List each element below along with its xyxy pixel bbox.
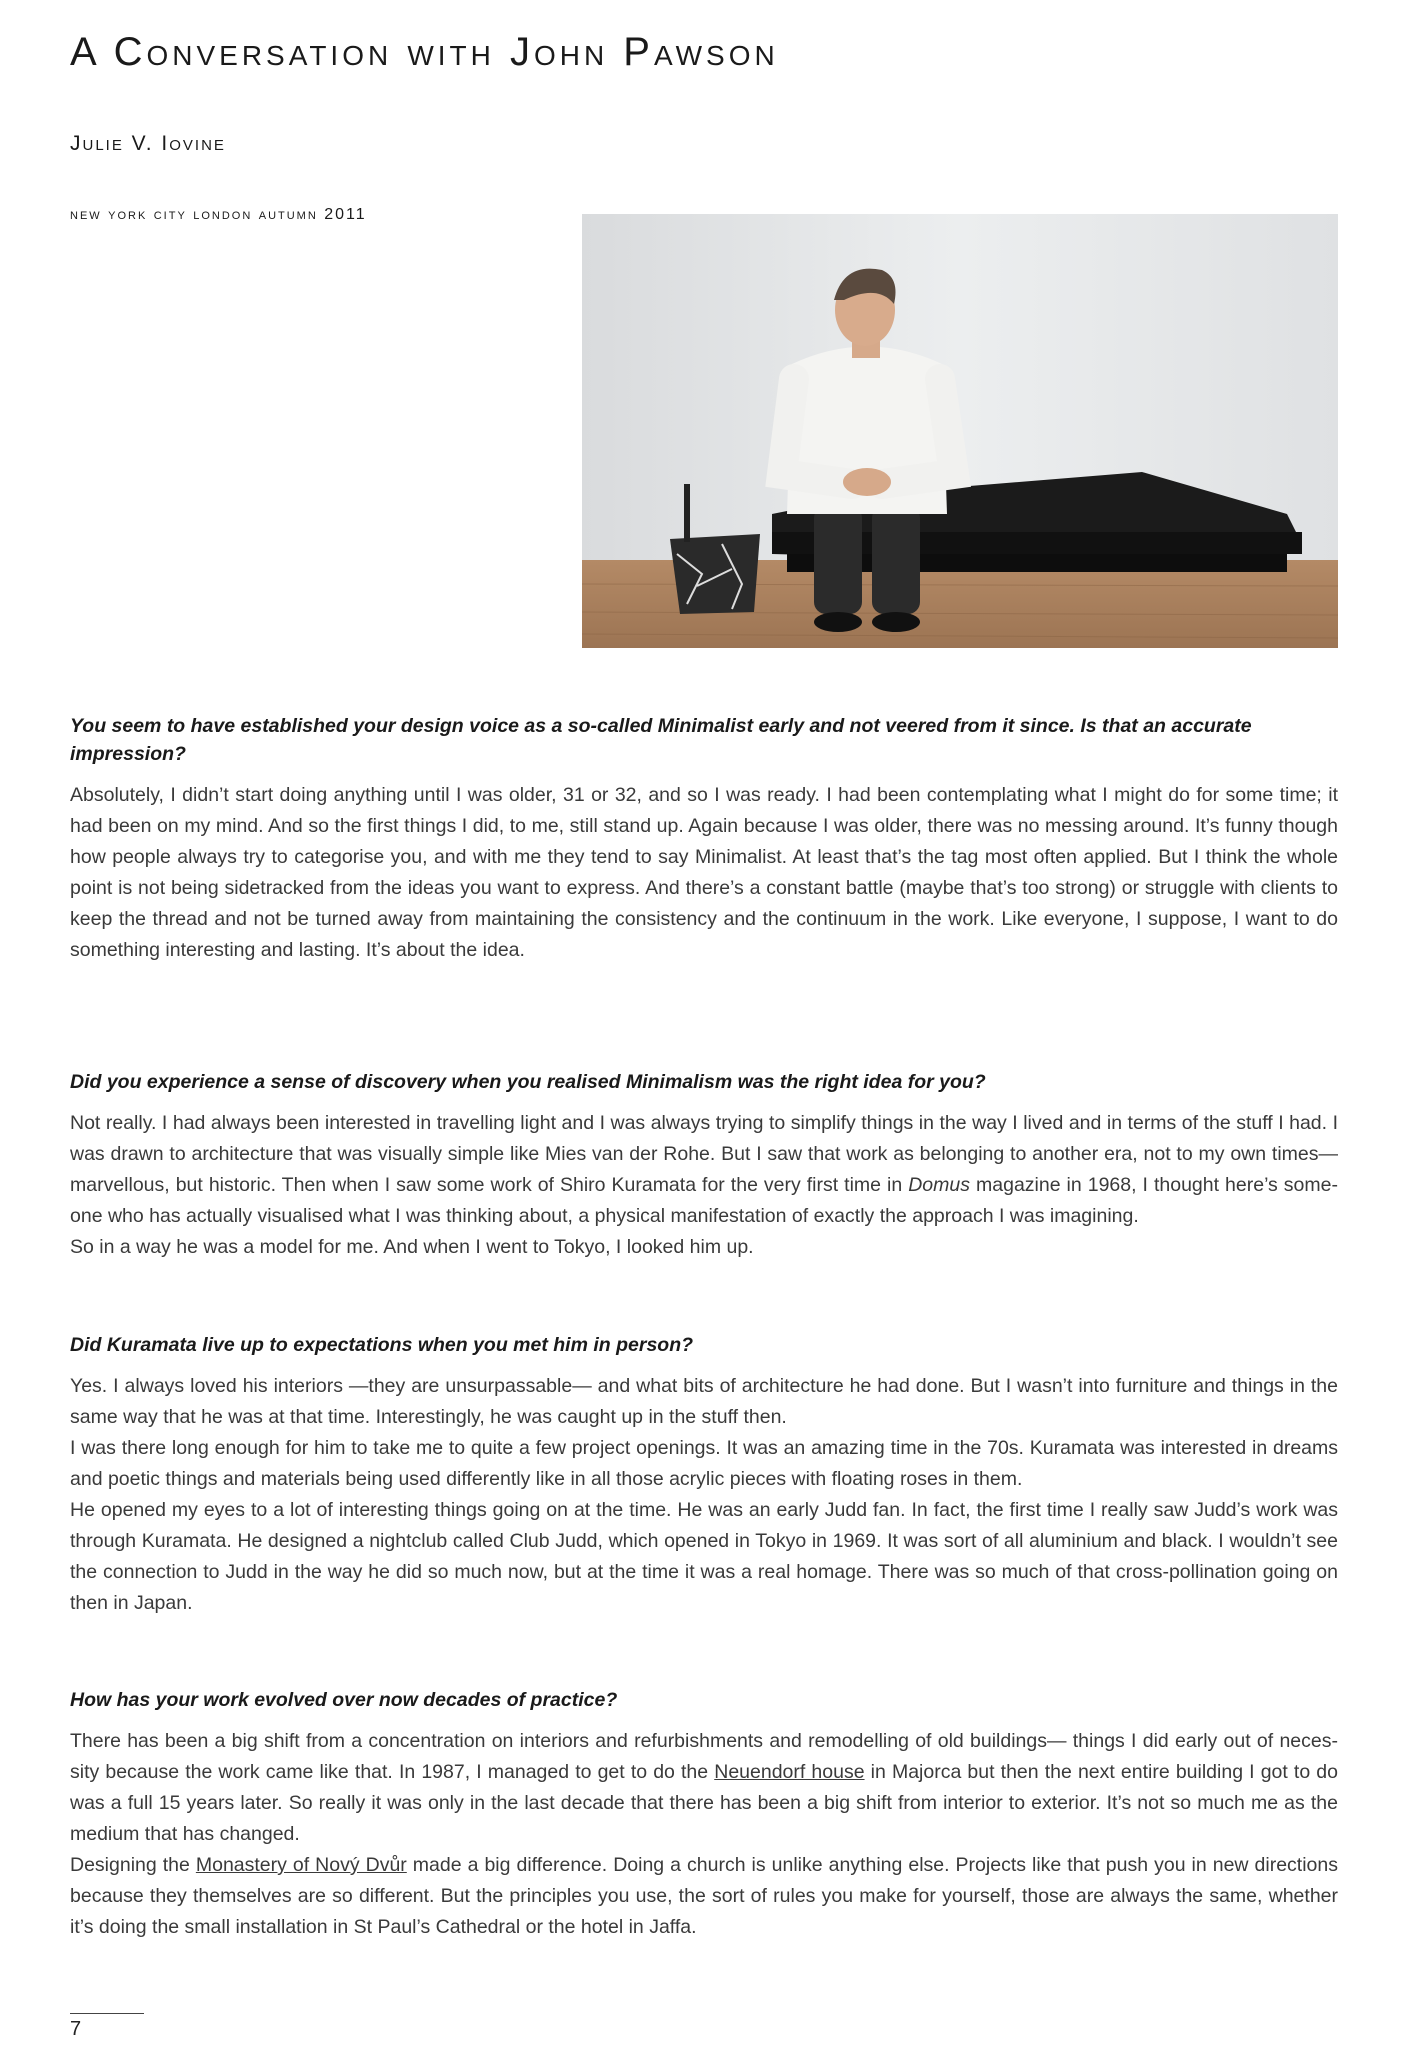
question-3: Did Kuramata live up to expectations when you met him in person? [70,1334,694,1356]
dateline: new york city london autumn 2011 [70,206,367,223]
author-name: Julie V. Iovine [70,132,226,155]
answer-4-p2: Designing the Monastery of Nový Dvůr made a big difference. Doing a church is unlike anything else. Projects like that push you in new directions because they themselves are so different. But the principles you use, the sort of rules you make for yourself, those are always the same, whether it’s doing the small installation in St Paul’s Cathedral or the hotel in Jaffa. [70,1854,1338,1938]
answer-2: Not really. I had always been interested in travelling light and I was always trying to simplify things in the way I lived and in terms of the stuff I had. I was drawn to architecture that was visually simple like Mies van der Rohe. But I saw that work as belonging to another era, not to my own times—marvellous, but historic. Then when I saw some work of Shiro Kuramata for the very first time in Domus magazine in 1968, I thought here’s some-one who has actually visualised what I was thinking about, a physical manifestation of exactly the approach I was imagining. [70,1112,1338,1227]
page-number: 7 [70,2018,82,2040]
neuendorf-house-link[interactable]: Neuendorf house [714,1761,865,1783]
portrait-photo [582,214,1338,648]
answer-4-p1: There has been a big shift from a concentration on interiors and refurbishments and remodelling of old buildings— things I did early out of neces-sity because the work came like that. In 1987, I managed to get to do the Neuendorf house in Majorca but then the next entire building I got to do was a full 15 years later. So really it was only in the last decade that there has been a big shift from interior to exterior. It’s not so much me as the medium that has changed. [70,1730,1338,1845]
answer-3-p3: He opened my eyes to a lot of interesting things going on at the time. He was an early Judd fan. In fact, the first time I really saw Judd’s work was through Kuramata. He designed a nightclub called Club Judd, which opened in Tokyo in 1969. It was sort of all aluminium and black. I wouldn’t see the connection to Judd in the way he did so much now, but at the time it was a real homage. There was so much of that cross-pollination going on then in Japan. [70,1499,1338,1614]
magazine-title: Domus [908,1174,970,1196]
qa-block-4 [70,1686,1338,1943]
monastery-link[interactable]: Monastery of Nový Dvůr [195,1854,407,1876]
question-4: How has your work evolved over now decades of practice? [70,1689,618,1711]
question-1: You seem to have established your design voice as a so-called Minimalist early and not veered from it since. Is that an accurate impression? [70,715,1252,765]
qa-block-1 [70,712,1338,966]
answer-2-cont: So in a way he was a model for me. And when I went to Tokyo, I looked him up. [70,1236,754,1258]
question-2: Did you experience a sense of discovery when you realised Minimalism was the right idea for you? [70,1071,986,1093]
qa-block-2 [70,1068,1338,1263]
qa-block-3 [70,1331,1338,1619]
answer-3-p1: Yes. I always loved his interiors —they are unsurpassable— and what bits of architecture he had done. But I wasn’t into furniture and things in the same way that he was at that time. Interestingly, he was caught up in the stuff then. [70,1375,1338,1428]
answer-1: Absolutely, I didn’t start doing anything until I was older, 31 or 32, and so I was ready. I had been contemplating what I might do for some time; it had been on my mind. And so the first things I did, to me, still stand up. Again because I was older, there was no messing around. It’s funny though how people always try to categorise you, and with me they tend to say Minimalist. At least that’s the tag most often applied. But I think the whole point is not being sidetracked from the ideas you want to express. And there’s a constant battle (maybe that’s too strong) or struggle with clients to keep the thread and not be turned away from maintaining the consistency and the continuum in the work. Like everyone, I suppose, I want to do something interesting and lasting. It’s about the idea. [70,784,1338,961]
article-title: A Conversation with John Pawson [70,30,779,74]
footer-rule [70,2013,144,2014]
answer-3-p2: I was there long enough for him to take me to quite a few project openings. It was an amazing time in the 70s. Kuramata was interested in dreams and poetic things and materials being used differently like in all those acrylic pieces with floating roses in them. [70,1437,1338,1490]
